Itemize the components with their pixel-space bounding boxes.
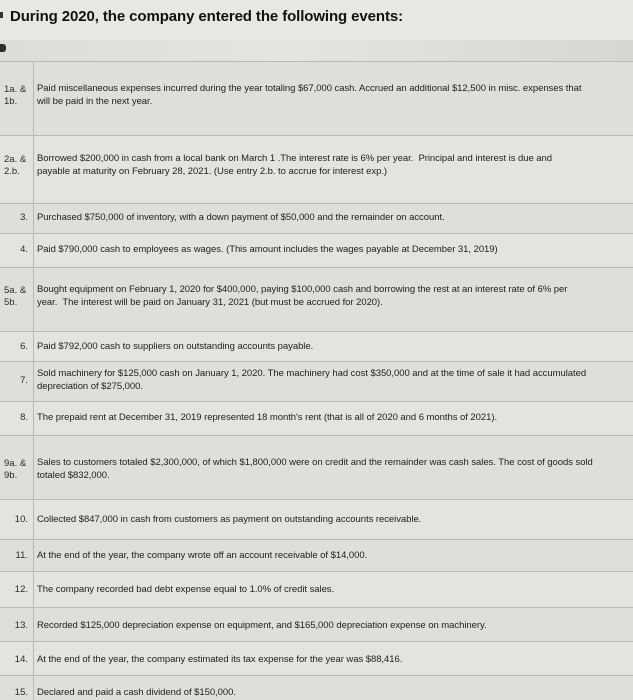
event-description: Borrowed $200,000 in cash from a local bank on March 1 .The interest rate is 6% per year. Principal and interest is due and payable at maturity on February 28, 2021. (Use entry 2.b. to accrue for interest exp.) xyxy=(37,153,553,177)
table-row xyxy=(0,539,633,571)
table-row xyxy=(0,61,633,135)
table-row xyxy=(0,203,633,233)
table-row xyxy=(0,435,633,499)
left-edge-mark xyxy=(0,12,3,18)
event-description: Declared and paid a cash dividend of $150,000. xyxy=(37,687,236,698)
event-number: 2a. & 2.b. xyxy=(4,154,27,177)
event-description: Sold machinery for $125,000 cash on January 1, 2020. The machinery had cost $350,000 and at the time of sale it had accumulated depreciation of $275,000. xyxy=(37,368,587,392)
event-description: The prepaid rent at December 31, 2019 represented 18 month's rent (that is all of 2020 and 6 months of 2021). xyxy=(37,412,498,423)
table-row xyxy=(0,331,633,361)
event-description: Recorded $125,000 depreciation expense on equipment, and $165,000 depreciation expense on machinery. xyxy=(37,620,487,631)
event-number: 9a. & 9b. xyxy=(4,458,27,481)
event-number: 13. xyxy=(14,620,28,631)
event-number: 5a. & 5b. xyxy=(4,285,27,308)
event-description: Paid $792,000 cash to suppliers on outstanding accounts payable. xyxy=(37,341,314,352)
event-description: Paid $790,000 cash to employees as wages. (This amount includes the wages payable at December 31, 2019) xyxy=(37,244,498,255)
event-description: Purchased $750,000 of inventory, with a down payment of $50,000 and the remainder on account. xyxy=(37,212,445,223)
event-number: 7. xyxy=(20,375,28,386)
event-number: 10. xyxy=(14,514,28,525)
event-number: 14. xyxy=(14,654,28,665)
event-description: At the end of the year, the company estimated its tax expense for the year was $88,416. xyxy=(37,654,403,665)
event-description: Collected $847,000 in cash from customers as payment on outstanding accounts receivable. xyxy=(37,514,422,525)
events-table xyxy=(0,61,633,700)
event-number: 12. xyxy=(14,584,28,595)
table-row xyxy=(0,267,633,331)
table-row xyxy=(0,571,633,607)
left-edge-tab xyxy=(0,44,6,52)
event-description: Bought equipment on February 1, 2020 for $400,000, paying $100,000 cash and borrowing the rest at an interest rate of 6% per year. The interest will be paid on January 31, 2021 (but must be accrued for 2020). xyxy=(37,284,568,308)
event-number: 11. xyxy=(15,550,28,561)
table-row xyxy=(0,135,633,203)
table-row xyxy=(0,607,633,641)
table-row xyxy=(0,233,633,267)
table-row xyxy=(0,499,633,539)
event-number: 4. xyxy=(20,244,28,255)
event-description: Paid miscellaneous expenses incurred during the year totaling $67,000 cash. Accrued an additional $12,500 in misc. expenses that will be paid in the next year. xyxy=(37,83,582,107)
event-description: The company recorded bad debt expense equal to 1.0% of credit sales. xyxy=(37,584,335,595)
table-row xyxy=(0,361,633,401)
event-number: 8. xyxy=(20,412,28,423)
event-number: 6. xyxy=(20,341,28,352)
page-title: During 2020, the company entered the following events: xyxy=(10,8,404,25)
event-number: 1a. & 1b. xyxy=(4,84,27,107)
header xyxy=(0,0,633,40)
table-row xyxy=(0,675,633,700)
event-number: 3. xyxy=(20,212,28,223)
event-description: At the end of the year, the company wrote off an account receivable of $14,000. xyxy=(37,550,368,561)
table-row xyxy=(0,401,633,435)
table-row xyxy=(0,641,633,675)
event-description: Sales to customers totaled $2,300,000, of which $1,800,000 were on credit and the remainder was cash sales. The cost of goods sold totaled $832,000. xyxy=(37,457,593,481)
event-number: 15. xyxy=(14,687,28,698)
